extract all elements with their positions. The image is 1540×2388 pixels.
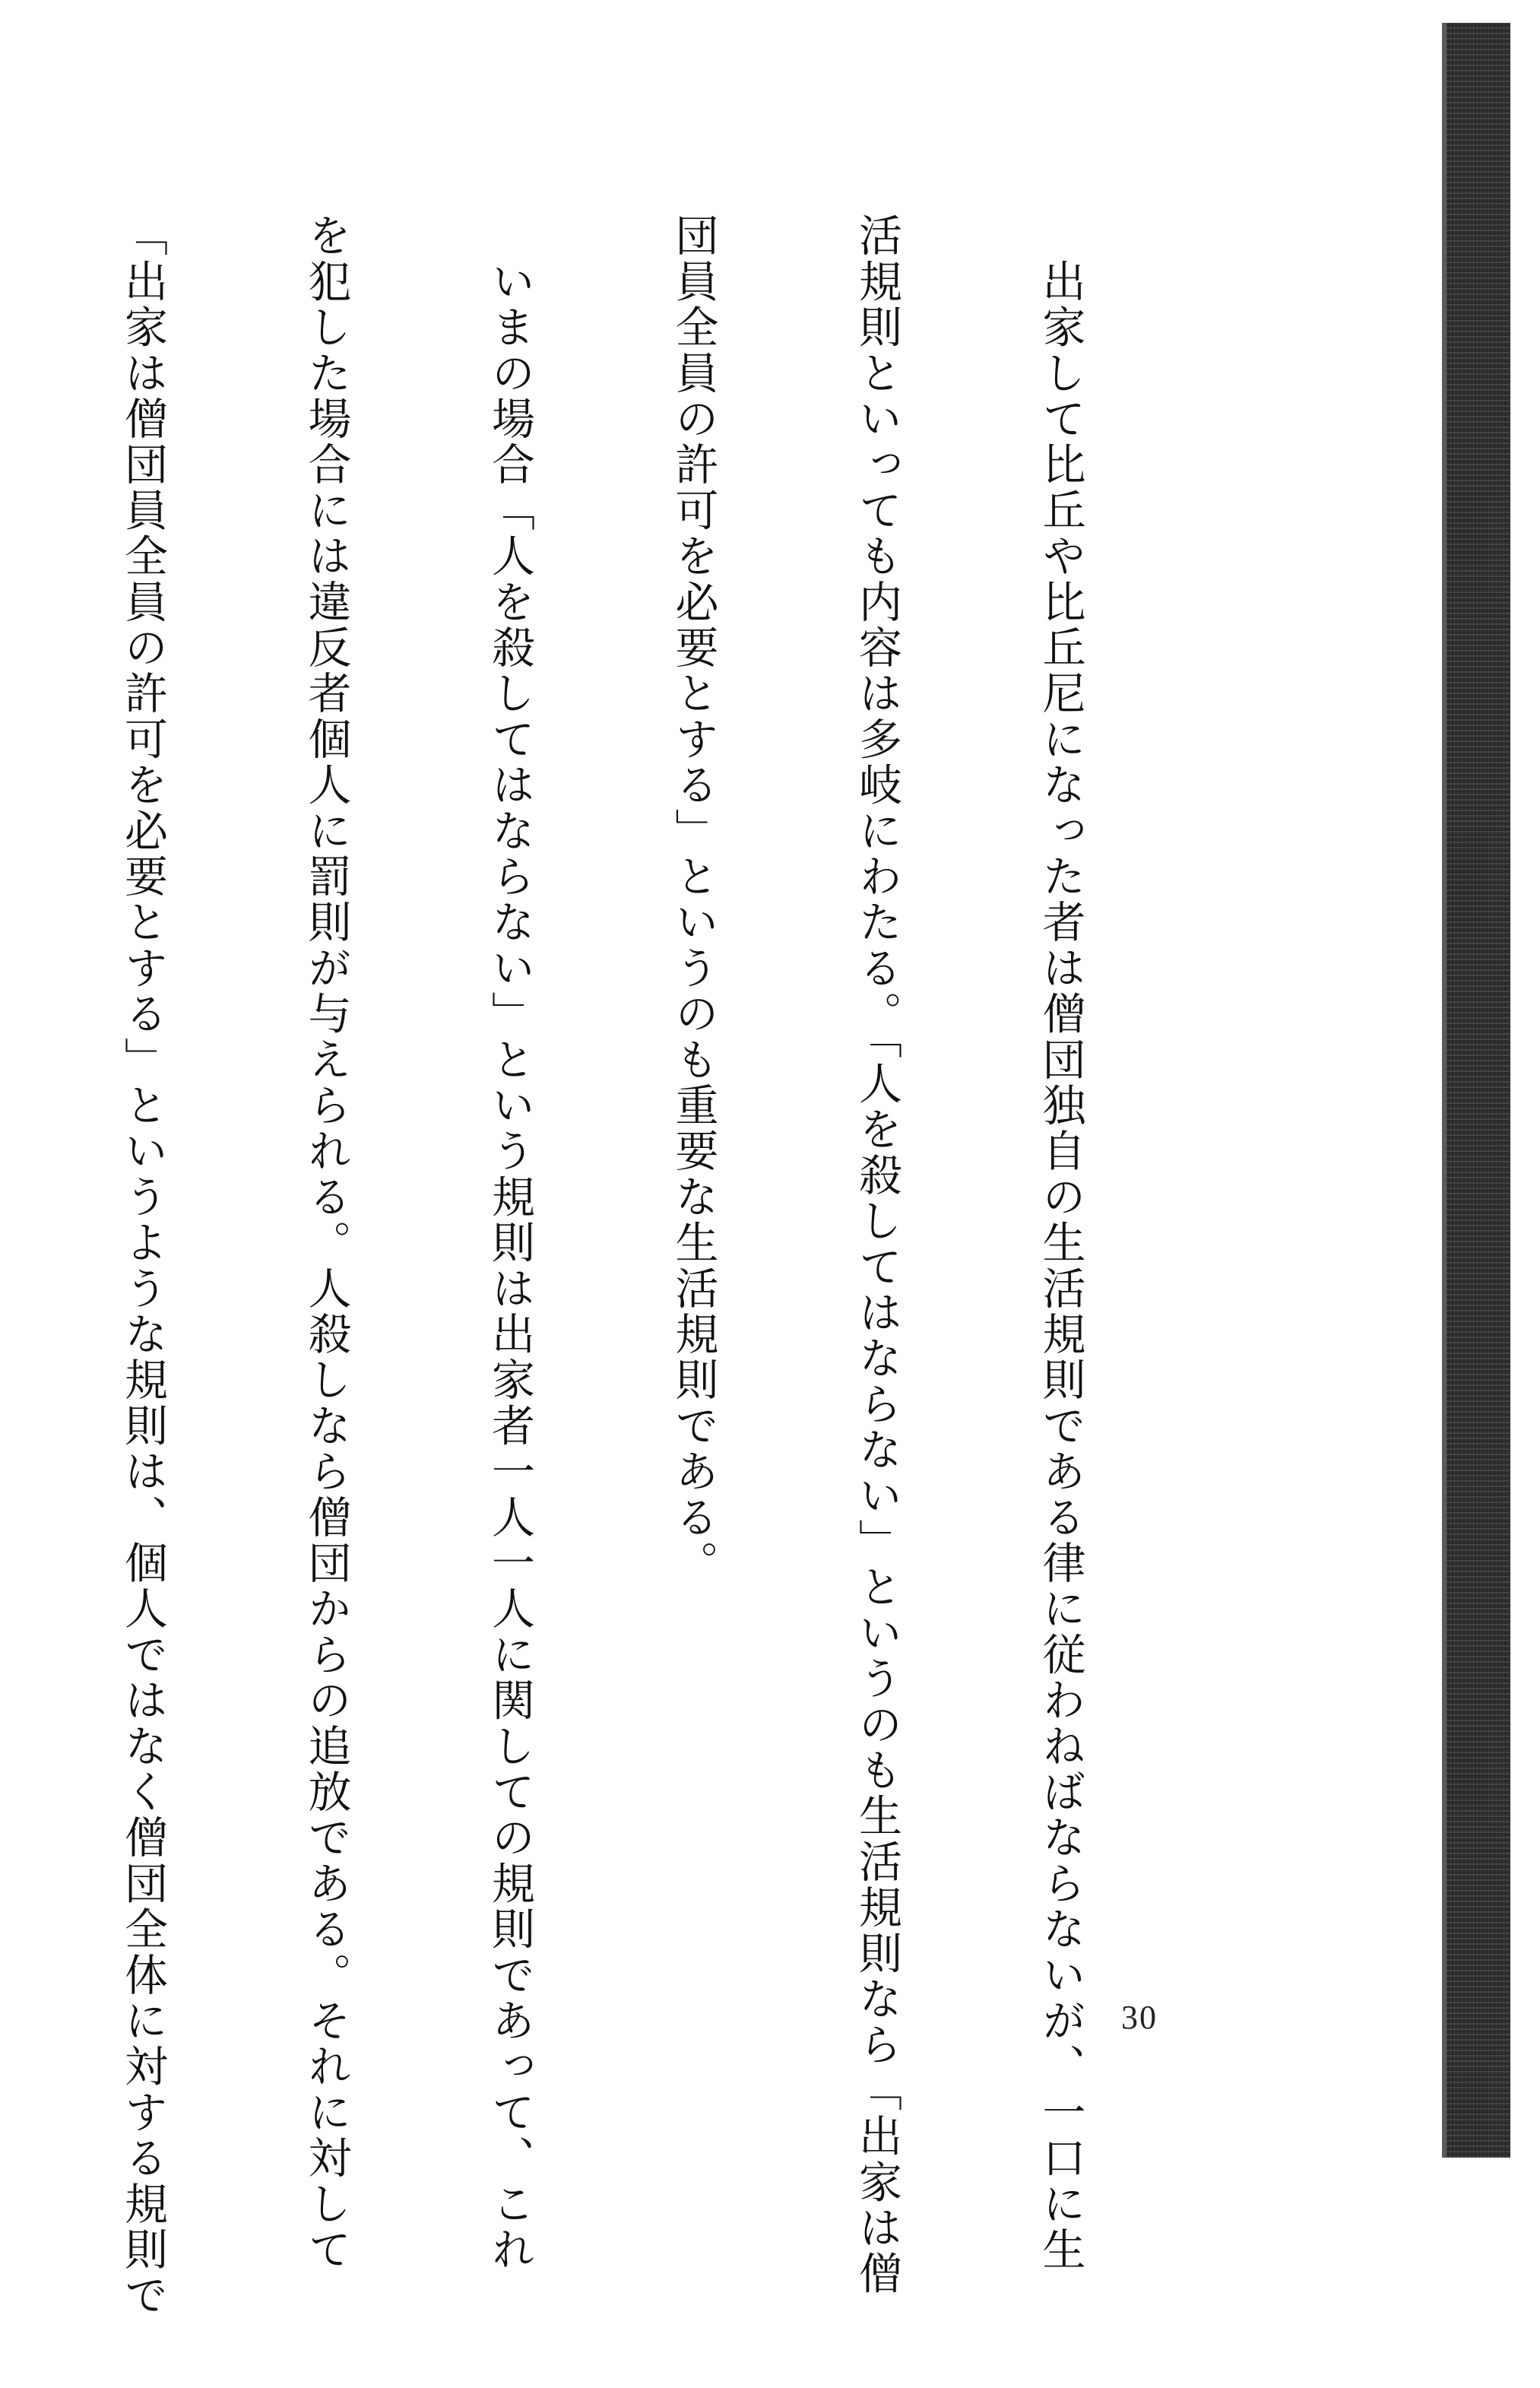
text-line-3: 団員全員の許可を必要とする」というのも重要な生活規則である。 bbox=[668, 213, 718, 1586]
page-number: 30 bbox=[1121, 1999, 1158, 2036]
text-line-4: いまの場合「人を殺してはならない」という規則は出家者一人一人に関しての規則であって、これ bbox=[484, 213, 535, 2272]
text-line-5: を犯した場合には違反者個人に罰則が与えられる。人殺しなら僧団からの追放である。それに対して bbox=[301, 213, 351, 2272]
text-line-6: 「出家は僧団員全員の許可を必要とする」というような規則は、個人ではなく僧団全体に対する規則で bbox=[117, 213, 168, 2319]
text-line-2: 活規則といっても内容は多岐にわたる。「人を殺してはならない」というのも生活規則なら「出家は僧 bbox=[851, 213, 902, 2297]
scan-edge-shadow bbox=[1447, 23, 1510, 2158]
text-line-1: 出家して比丘や比丘尼になった者は僧団独自の生活規則である律に従わねばならないが、一口に生 bbox=[1035, 213, 1085, 2272]
